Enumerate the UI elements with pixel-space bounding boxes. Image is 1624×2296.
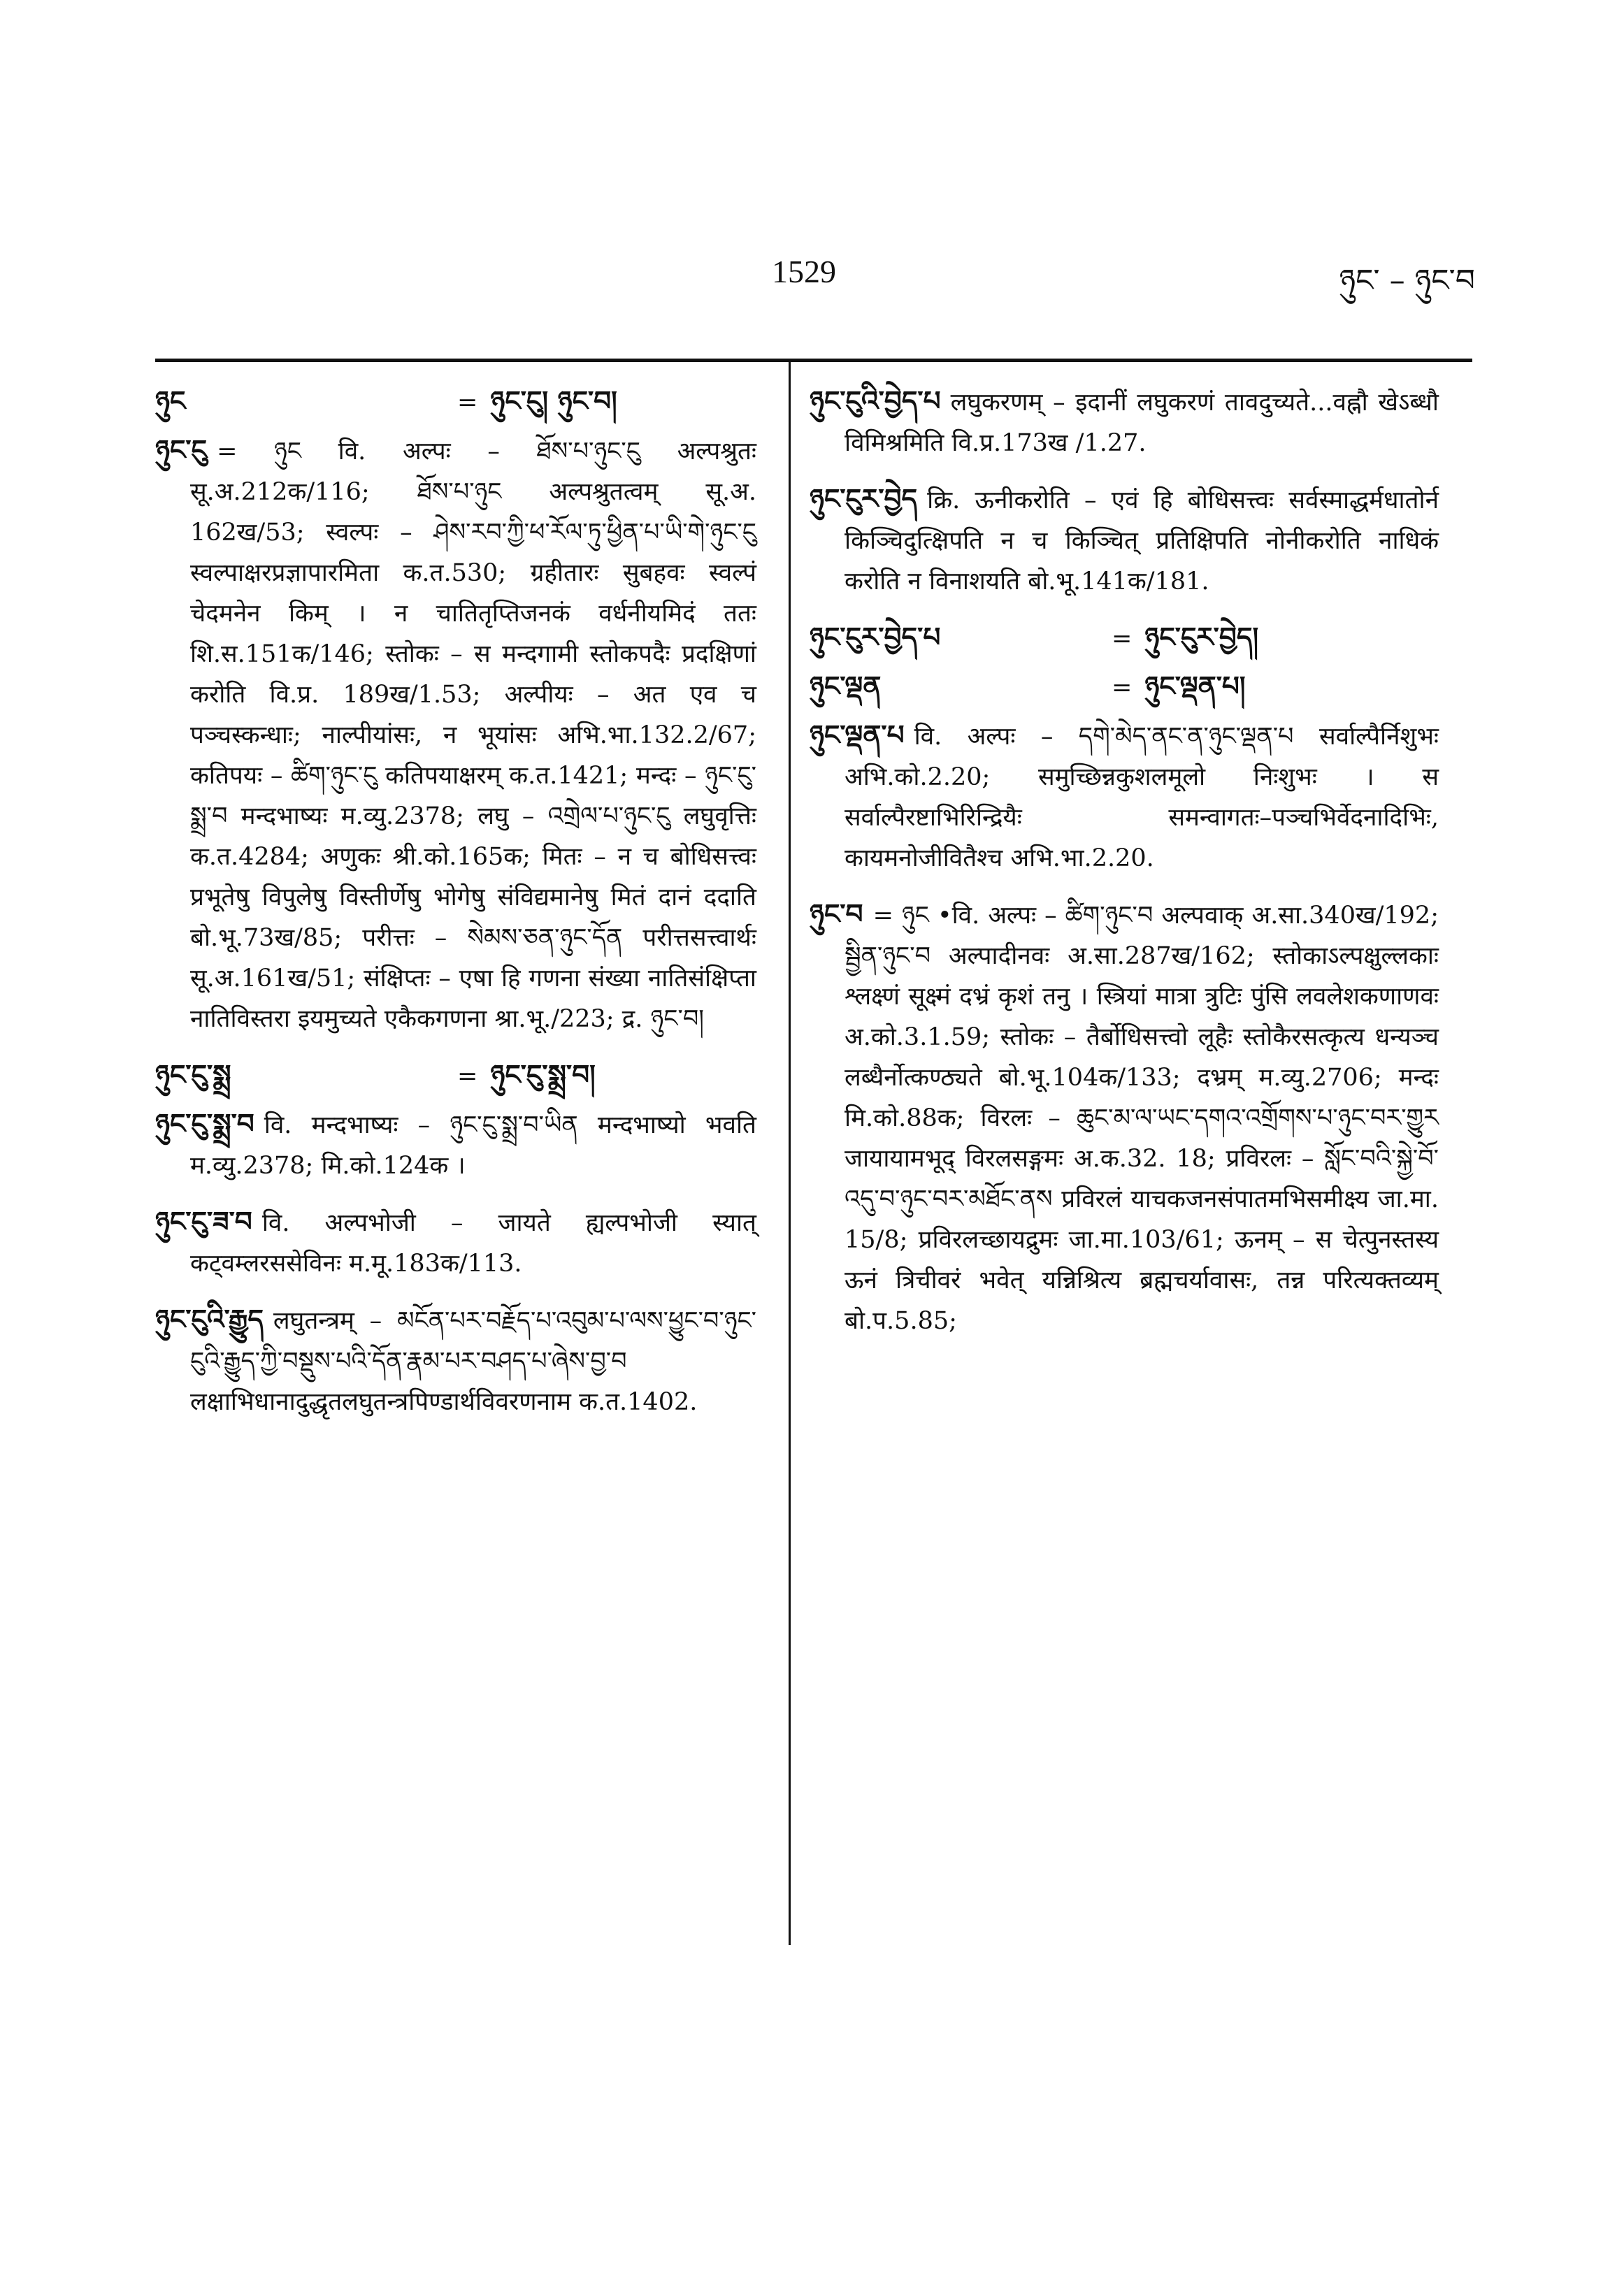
dictionary-entry [810,894,1439,1341]
cross-reference: ཉུང་ངུ། ཉུང་བ། [490,385,617,417]
entry-text: वि. अल्पः – དགེ་མེད་ནང་ན་ཉུང་ལྡན་པ सर्वाल्पैर्निशुभः अभि.को.2.20; समुच्छिन्नकुशलमूलो निःशुभः । स सर्वाल्पैरष्टाभिरिन्द्रियैः समन्वागतः–पञ्चभिर्वेदनादिभिः, कायमनोजीवितैश्च अभि.भा.2.20. [845,723,1439,872]
left-column [155,381,756,1438]
entry-text: = ཉུང •वि. अल्पः – ཚིག་ཉུང་བ अल्पवाक् अ.सा.340ख/192; སྦྱིན་ཉུང་བ अल्पादीनवः अ.सा.287ख/162; स्तोकाऽल्पक्षुल्लकाः श्लक्ष्णं सूक्ष्मं दभ्रं कृशं तनु । स्त्रियां मात्रा त्रुटिः पुंसि लवलेशकणाणवः अ.को.3.1.59; स्तोकः – तैर्बोधिसत्त्वो लूहैः स्तोकैरसत्कृत्य धन्यञ्च लब्धैर्नोत्कण्ठ्यते बो.भू.104क/133; दभ्रम् म.व्यु.2706; मन्दः मि.को.88क; विरलः – ཆུང་མ་ལ་ཡང་དགའ་འགྲོགས་པ་ཉུང་བར་གྱུར जायायामभूद् विरलसङ्गमः अ.क.32. 18; प्रविरलः – སློང་བའི་སྐྱེ་བོ་འདུ་བ་ཉུང་བར་མཐོང་ནས प्रविरलं याचकजनसंपातमभिसमीक्ष्य जा.मा. 15/8; प्रविरलच्छायद्रुमः जा.मा.103/61; ऊनम् – स चेत्पुनस्तस्य ऊनं त्रिचीवरं भवेत् यन्निश्रित्य ब्रह्मचर्यावासः, तन्न परित्यक्तव्यम् बो.प.5.85; [845,902,1439,1335]
page-number: 1529 [772,254,836,289]
dictionary-entry [810,617,1439,659]
headword: ཉུང་ངུ་སྨྲ [155,1059,231,1091]
entry-text: वि. मन्दभाष्यः – ཉུང་ངུ་སྨྲ་བ་ཡིན मन्दभाष्यो भवति म.व्यु.2378; मि.को.124क । [190,1111,756,1180]
headword: ཉུང [155,385,186,417]
equals-sign: = [1112,625,1133,653]
equals-sign: = [1112,674,1133,702]
headword: ཉུང་ངུར་བྱེད [810,483,918,515]
dictionary-entry [810,666,1439,708]
running-head: ཉུང་ – ཉུང་བ [1339,263,1475,298]
equals-sign: = [457,389,478,417]
headword: ཉུང་ངུར་བྱེད་པ [810,621,941,654]
dictionary-entry [810,715,1439,879]
entry-text: लघुकरणम् – इदानीं लघुकरणं तावदुच्यते...वह्नौ खेऽब्धौ विमिश्रमिति वि.प्र.173ख /1.27. [845,389,1439,457]
entry-text: वि. अल्पभोजी – जायते ह्यल्पभोजी स्यात् कट्वम्लरससेविनः म.मू.183क/113. [190,1209,756,1278]
entry-text: लघुतन्त्रम् – མངོན་པར་བརྗོད་པ་འབུམ་པ་ལས་ཕྱུང་བ་ཉུང་ངུའི་རྒྱུད་ཀྱི་བསྡུས་པའི་དོན་རྣམ་པར་བཤད་པ་ཞེས་བྱ་བ लक्षाभिधानादुद्धृतलघुतन्त्रपिण्डार्थविवरणनाम क.त.1402. [190,1307,756,1416]
dictionary-entry [155,1201,756,1284]
dictionary-entry [155,1299,756,1422]
cross-reference: ཉུང་ལྡན་པ། [1144,670,1246,702]
equals-sign: = [457,1062,478,1090]
headword: ཉུང་ལྡན་པ [810,719,905,751]
dictionary-entry [155,381,756,423]
right-column [810,381,1439,1357]
dictionary-entry [810,479,1439,602]
headword: ཉུང་ངུའི་རྒྱུད [155,1304,264,1336]
headword: ཉུང་ངུ་ཟ་བ [155,1206,252,1238]
entry-text: क्रि. ऊनीकरोति – एवं हि बोधिसत्त्वः सर्वस्माद्धर्मधातोर्न किञ्चिदुत्क्षिपति न च किञ्चित् प्रतिक्षिपति नोनीकरोति नाधिकं करोति न विनाशयति बो.भू.141क/181. [845,486,1439,595]
headword: ཉུང་ངུ [155,434,208,466]
cross-reference: ཉུང་ངུར་བྱེད། [1144,621,1259,654]
headword: ཉུང་ངུ་སྨྲ་བ [155,1108,254,1140]
dictionary-entry [155,1104,756,1186]
entry-text: = ཉུང वि. अल्पः – ཐོས་པ་ཉུང་ངུ अल्पश्रुतः सू.अ.212क/116; ཐོས་པ་ཉུང अल्पश्रुतत्वम् सू.अ. 162ख/53; स्वल्पः – ཤེས་རབ་ཀྱི་ཕ་རོལ་ཏུ་ཕྱིན་པ་ཡི་གེ་ཉུང་ངུ स्वल्पाक्षरप्रज्ञापारमिता क.त.530; ग्रहीतारः सुबहवः स्वल्पं चेदमनेन किम् । न चातितृप्तिजनकं वर्धनीयमिदं ततः शि.स.151क/146; स्तोकः – स मन्दगामी स्तोकपदैः प्रदक्षिणां करोति वि.प्र. 189ख/1.53; अल्पीयः – अत एव च पञ्चस्कन्धाः; नाल्पीयांसः, न भूयांसः अभि.भा.132.2/67; कतिपयः – ཚིག་ཉུང་ངུ कतिपयाक्षरम् क.त.1421; मन्दः – ཉུང་ངུ་སྨྲ་བ मन्दभाष्यः म.व्यु.2378; लघु – འགྲེལ་པ་ཉུང་ངུ लघुवृत्तिः क.त.4284; अणुकः श्री.को.165क; मितः – न च बोधिसत्त्वः प्रभूतेषु विपुलेषु विस्तीर्णेषु भोगेषु संविद्यमानेषु मितं दानं ददाति बो.भू.73ख/85; परीत्तः – སེམས་ཅན་ཉུང་དོན परीत्तसत्त्वार्थः सू.अ.161ख/51; संक्षिप्तः – एषा हि गणना संख्या नातिसंक्षिप्ता नातिविस्तरा इयमुच्यते एकैकगणना श्रा.भू./223; द्र. ཉུང་བ། [190,438,756,1033]
cross-reference: ཉུང་ངུ་སྨྲ་བ། [490,1059,596,1091]
dictionary-entry [810,381,1439,463]
headword: ཉུང་ངུའི་བྱེད་པ [810,385,941,417]
headword: ཉུང་ལྡན [810,670,882,702]
column-divider [789,359,791,1945]
headword: ཉུང་བ [810,898,863,930]
dictionary-entry [155,430,756,1039]
header-rule [155,359,1472,362]
dictionary-entry [155,1055,756,1097]
